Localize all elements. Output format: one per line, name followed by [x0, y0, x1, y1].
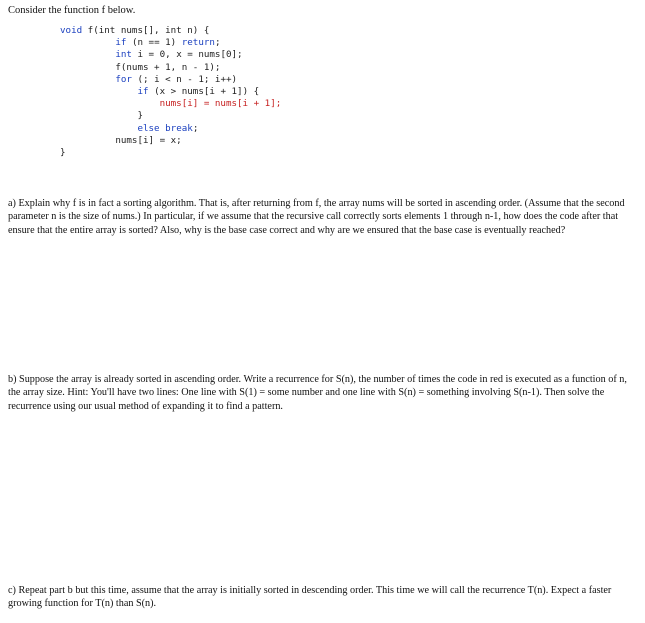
code-line-8: }	[137, 110, 143, 122]
code-line-1: void f(int nums[], int n) {	[60, 25, 210, 36]
question-c: c) Repeat part b but this time, assume that the array is initially sorted in descending order. This time we will call the recurrence T(n). Expect a faster growing function for T(n) than S(n).	[8, 585, 612, 610]
code-line-2: if (n == 1) return;	[115, 37, 221, 49]
code-keyword: if	[115, 37, 127, 49]
question-b: b) Suppose the array is already sorted in ascending order. Write a recurrence for S(n), the number of times the code in red is executed as a function of n, the array size. Hint: You'll have two lines: One line with S(1) = some number and one line with S(n) = something involving S(n-1). Then solve the recurrence using our usual method of expanding it to find a pattern.	[8, 374, 627, 412]
code-keyword: else	[137, 122, 160, 134]
code-line-7-red: nums[i] = nums[i + 1];	[159, 98, 282, 110]
code-line-6: if (x > nums[i + 1]) {	[137, 86, 260, 98]
code-keyword: break	[165, 122, 193, 134]
code-keyword: for	[115, 73, 132, 85]
intro-text: Consider the function f below.	[8, 5, 136, 16]
code-line-11: }	[60, 147, 66, 159]
code-line-9: else break;	[137, 122, 199, 134]
code-keyword: void	[60, 25, 83, 36]
code-line-5: for (; i < n - 1; i++)	[115, 73, 238, 85]
code-line-10: nums[i] = x;	[115, 134, 182, 146]
code-line-4: f(nums + 1, n - 1);	[115, 61, 221, 73]
code-keyword: if	[137, 86, 149, 98]
code-keyword: int	[115, 49, 132, 61]
code-block	[60, 25, 281, 159]
question-a: a) Explain why f is in fact a sorting algorithm. That is, after returning from f, the array nums will be sorted in ascending order. (Assume that the second parameter n is the size of nums.) In particular, if we assume that the recursive call correctly sorts elements 1 through n-1, how does the code after that ensure that the entire array is sorted? Also, why is the base case correct and why are we ensured that the base case is eventually reached?	[8, 198, 625, 236]
code-keyword: return	[181, 37, 215, 49]
code-line-3: int i = 0, x = nums[0];	[115, 49, 243, 61]
